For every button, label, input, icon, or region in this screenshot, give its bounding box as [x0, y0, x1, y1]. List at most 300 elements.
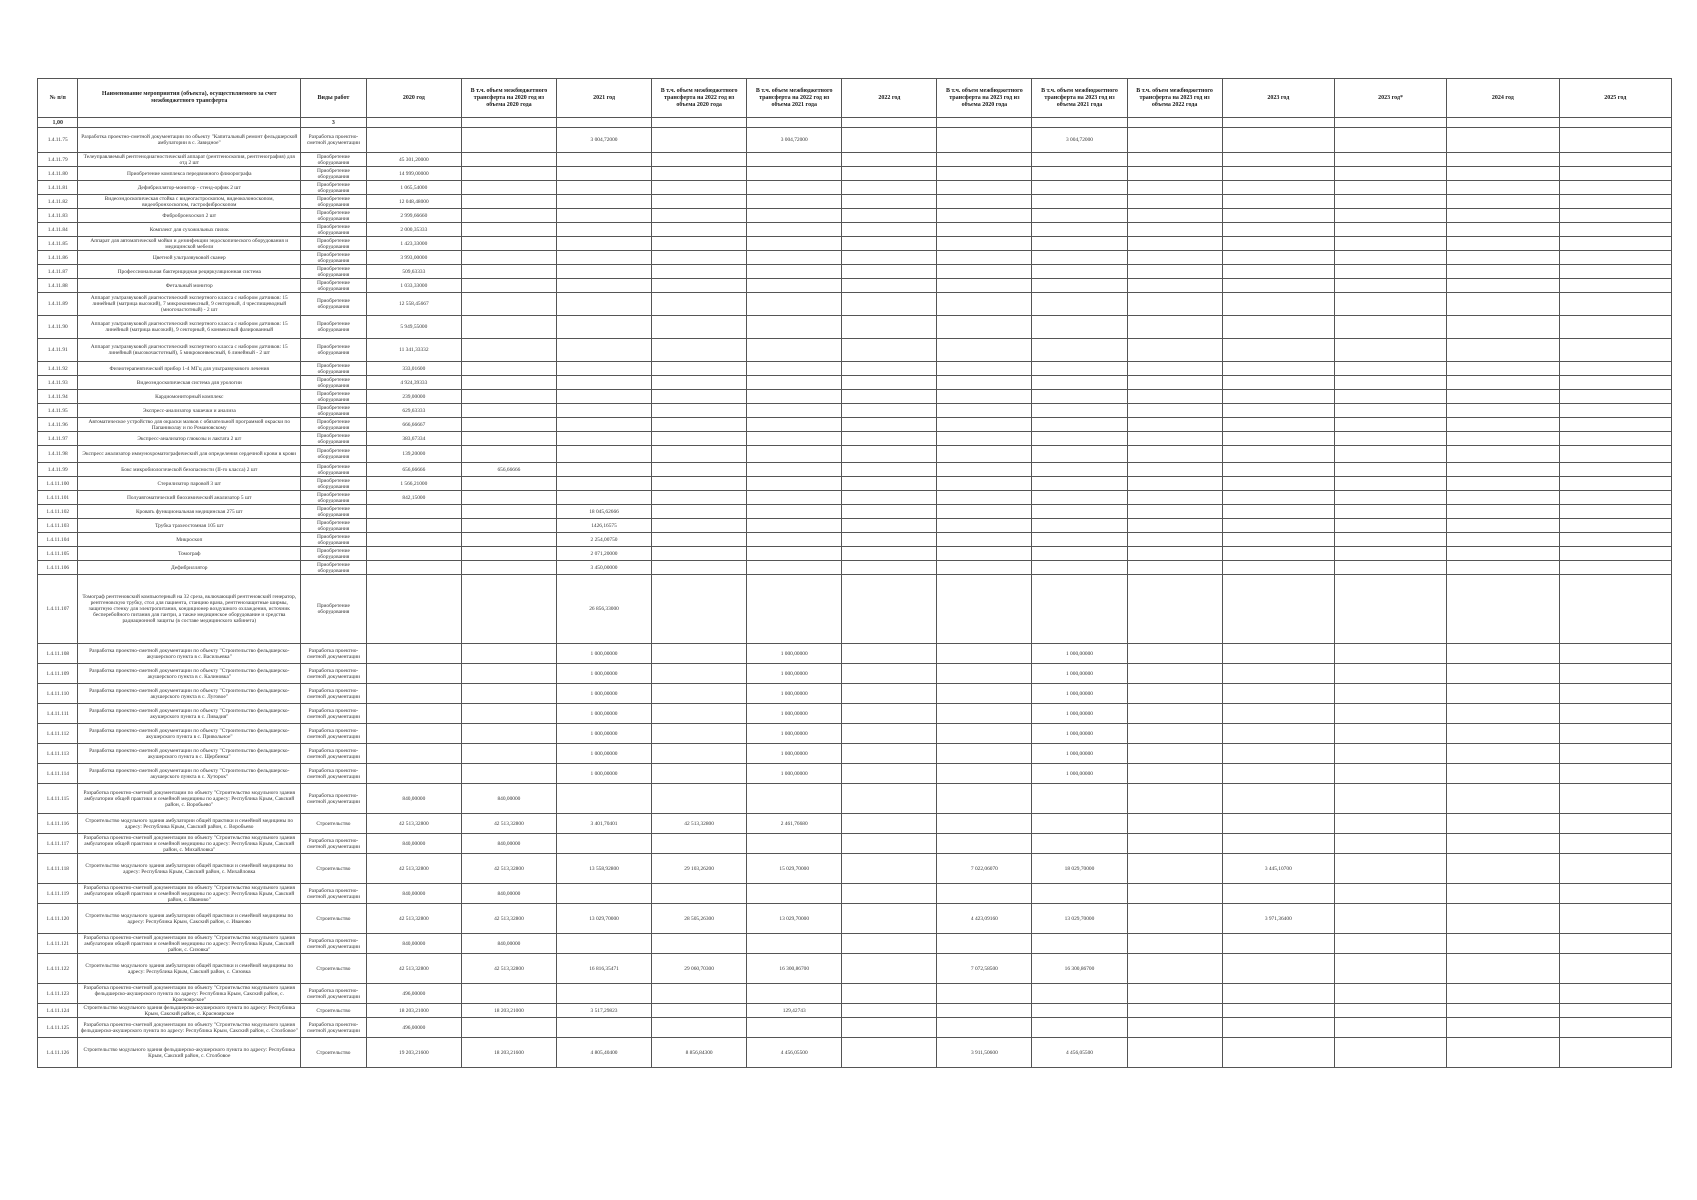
amount-cell — [937, 418, 1032, 432]
amount-cell: 16 300,86700 — [1032, 954, 1127, 984]
measure-name-cell: Фибробронхоскоп 2 шт — [78, 209, 301, 223]
amount-cell — [556, 404, 651, 418]
amount-cell — [747, 418, 842, 432]
amount-cell — [1447, 834, 1559, 854]
amount-cell — [652, 784, 747, 814]
measure-name-cell: Разработка проектно-сметной документации по объекту "Строительство фельдшерско-акушерского пункта в с. Калиновка" — [78, 664, 301, 684]
amount-cell — [652, 547, 747, 561]
measure-name-cell: Строительство модульного здания амбулатории общей практики и семейной медицины по адресу: Республика Крым, Сакский район, с. Михайловка — [78, 854, 301, 884]
column-number-cell — [747, 118, 842, 128]
amount-cell — [1222, 376, 1334, 390]
amount-cell — [937, 984, 1032, 1004]
amount-cell — [937, 704, 1032, 724]
table-row — [38, 181, 1672, 195]
amount-cell — [1447, 644, 1559, 664]
amount-cell — [842, 954, 937, 984]
amount-cell — [366, 533, 461, 547]
amount-cell: 1 000,00000 — [747, 644, 842, 664]
table-row — [38, 684, 1672, 704]
amount-cell — [1559, 854, 1671, 884]
row-number-cell: 1.4.11.126 — [38, 1038, 78, 1068]
amount-cell — [461, 477, 556, 491]
amount-cell — [1222, 561, 1334, 575]
row-number-cell: 1.4.11.109 — [38, 664, 78, 684]
measure-name-cell: Дефибриллятор — [78, 561, 301, 575]
amount-cell — [1222, 1004, 1334, 1018]
amount-cell — [1127, 463, 1222, 477]
amount-cell — [747, 316, 842, 339]
measure-name-cell: Микроскоп — [78, 533, 301, 547]
amount-cell — [1559, 477, 1671, 491]
amount-cell — [747, 251, 842, 265]
amount-cell — [1032, 404, 1127, 418]
amount-cell — [1334, 519, 1446, 533]
row-number-cell: 1.4.11.82 — [38, 195, 78, 209]
amount-cell — [747, 934, 842, 954]
work-type-cell: Строительство — [301, 1038, 367, 1068]
amount-cell — [461, 237, 556, 251]
amount-cell — [1222, 390, 1334, 404]
amount-cell: 1 000,00000 — [556, 684, 651, 704]
measure-name-cell: Строительство модульного здания фельдшерско-акушерского пункта по адресу: Республика Крым, Сакский район, с. Столбовое — [78, 1038, 301, 1068]
amount-cell — [1222, 128, 1334, 153]
amount-cell: 509,63333 — [366, 265, 461, 279]
amount-cell — [1447, 167, 1559, 181]
amount-cell — [1334, 984, 1446, 1004]
column-number-cell — [1447, 118, 1559, 128]
amount-cell — [1447, 181, 1559, 195]
amount-cell: 1 000,00000 — [556, 764, 651, 784]
table-row — [38, 884, 1672, 904]
amount-cell — [937, 209, 1032, 223]
table-row — [38, 1018, 1672, 1038]
amount-cell — [366, 764, 461, 784]
amount-cell — [461, 432, 556, 446]
work-type-cell: Строительство — [301, 854, 367, 884]
amount-cell — [1222, 167, 1334, 181]
amount-cell: 13 029,70000 — [1032, 904, 1127, 934]
amount-cell — [556, 984, 651, 1004]
amount-cell — [652, 432, 747, 446]
amount-cell — [652, 209, 747, 223]
row-number-cell: 1.4.11.94 — [38, 390, 78, 404]
amount-cell — [1447, 954, 1559, 984]
column-number-cell: 1,00 — [38, 118, 78, 128]
amount-cell — [747, 404, 842, 418]
amount-cell — [652, 575, 747, 644]
amount-cell — [556, 477, 651, 491]
amount-cell: 5 949,55000 — [366, 316, 461, 339]
amount-cell — [652, 644, 747, 664]
amount-cell — [1559, 339, 1671, 362]
amount-cell: 3 445,10700 — [1222, 854, 1334, 884]
amount-cell — [556, 1018, 651, 1038]
amount-cell — [366, 644, 461, 664]
amount-cell — [556, 418, 651, 432]
amount-cell — [1032, 884, 1127, 904]
amount-cell — [937, 293, 1032, 316]
table-row — [38, 834, 1672, 854]
amount-cell: 840,00000 — [461, 834, 556, 854]
amount-cell — [937, 505, 1032, 519]
table-body — [38, 128, 1672, 1068]
amount-cell — [1127, 181, 1222, 195]
amount-cell: 496,00000 — [366, 984, 461, 1004]
amount-cell — [366, 505, 461, 519]
amount-cell — [1222, 547, 1334, 561]
amount-cell — [1334, 418, 1446, 432]
amount-cell — [1127, 764, 1222, 784]
column-number-cell — [842, 118, 937, 128]
amount-cell — [556, 293, 651, 316]
header-cell: В т.ч. объем межбюджетного трансферта на 2020 год из объема 2020 года — [461, 79, 556, 118]
table-row — [38, 223, 1672, 237]
amount-cell — [1447, 463, 1559, 477]
table-row — [38, 316, 1672, 339]
table-row — [38, 362, 1672, 376]
amount-cell — [1032, 181, 1127, 195]
amount-cell — [842, 664, 937, 684]
amount-cell — [366, 561, 461, 575]
amount-cell — [1222, 265, 1334, 279]
amount-cell — [556, 279, 651, 293]
measure-name-cell: Экспресс-анализатор чашечки и анализа — [78, 404, 301, 418]
amount-cell: 4 456,05500 — [1032, 1038, 1127, 1068]
amount-cell — [652, 376, 747, 390]
measure-name-cell: Разработка проектно-сметной документации по объекту "Строительство модульного здания фельдшерско-акушерского пункта по адресу: Республика Крым, Сакский район, с. Красноярское" — [78, 984, 301, 1004]
amount-cell: 13 558,92800 — [556, 854, 651, 884]
measure-name-cell: Разработка проектно-сметной документации по объекту "Строительство фельдшерско-акушерского пункта в с. Ливадия" — [78, 704, 301, 724]
amount-cell — [366, 724, 461, 744]
row-number-cell: 1.4.11.105 — [38, 547, 78, 561]
amount-cell — [842, 128, 937, 153]
amount-cell — [937, 561, 1032, 575]
amount-cell — [1447, 533, 1559, 547]
amount-cell — [842, 362, 937, 376]
column-number-cell — [1127, 118, 1222, 128]
header-cell: 2020 год — [366, 79, 461, 118]
amount-cell — [1127, 1018, 1222, 1038]
amount-cell: 8 856,84300 — [652, 1038, 747, 1068]
amount-cell — [652, 167, 747, 181]
amount-cell — [842, 575, 937, 644]
amount-cell — [1559, 279, 1671, 293]
amount-cell — [461, 1018, 556, 1038]
amount-cell — [461, 223, 556, 237]
amount-cell — [1447, 390, 1559, 404]
amount-cell — [747, 784, 842, 814]
work-type-cell: Разработка проектно-сметной документации — [301, 128, 367, 153]
row-number-cell: 1.4.11.119 — [38, 884, 78, 904]
table-row — [38, 744, 1672, 764]
amount-cell — [1334, 432, 1446, 446]
column-number-cell — [1334, 118, 1446, 128]
row-number-cell: 1.4.11.111 — [38, 704, 78, 724]
amount-cell — [1127, 505, 1222, 519]
amount-cell — [937, 181, 1032, 195]
amount-cell — [1222, 884, 1334, 904]
amount-cell — [842, 834, 937, 854]
amount-cell — [1032, 984, 1127, 1004]
amount-cell — [652, 519, 747, 533]
amount-cell — [1334, 167, 1446, 181]
amount-cell — [556, 934, 651, 954]
amount-cell: 1 000,00000 — [1032, 704, 1127, 724]
amount-cell: 29 103,26200 — [652, 854, 747, 884]
amount-cell — [461, 446, 556, 463]
amount-cell — [556, 463, 651, 477]
amount-cell — [461, 724, 556, 744]
table-row — [38, 984, 1672, 1004]
amount-cell — [1559, 505, 1671, 519]
work-type-cell: Разработка проектно-сметной документации — [301, 744, 367, 764]
amount-cell: 239,00000 — [366, 390, 461, 404]
measure-name-cell: Томограф — [78, 547, 301, 561]
amount-cell: 1 033,33000 — [366, 279, 461, 293]
amount-cell — [652, 704, 747, 724]
measure-name-cell: Аппарат ультразвуковой диагностический экспертного класса с набором датчиков: 15 линейный (матрица высокий), 7 микроконвексный, 9 секторный, 4 чреспищеводный (многочастотный) - 2 шт — [78, 293, 301, 316]
table-row — [38, 664, 1672, 684]
amount-cell: 1 000,00000 — [747, 724, 842, 744]
amount-cell — [747, 834, 842, 854]
amount-cell — [1127, 432, 1222, 446]
table-row — [38, 561, 1672, 575]
amount-cell — [937, 744, 1032, 764]
work-type-cell: Приобретение оборудования — [301, 153, 367, 167]
amount-cell — [1334, 854, 1446, 884]
amount-cell: 1 065,54000 — [366, 181, 461, 195]
amount-cell — [1032, 446, 1127, 463]
amount-cell — [1447, 446, 1559, 463]
amount-cell: 1 000,00000 — [1032, 764, 1127, 784]
amount-cell — [747, 153, 842, 167]
table-row — [38, 209, 1672, 223]
measure-name-cell: Разработка проектно-сметной документации по объекту "Капитальный ремонт фельдшерской амбулатории в с. Завидное" — [78, 128, 301, 153]
work-type-cell: Приобретение оборудования — [301, 446, 367, 463]
amount-cell — [1222, 533, 1334, 547]
amount-cell — [1032, 784, 1127, 814]
work-type-cell: Приобретение оборудования — [301, 195, 367, 209]
amount-cell — [1447, 128, 1559, 153]
work-type-cell: Разработка проектно-сметной документации — [301, 684, 367, 704]
amount-cell — [1334, 724, 1446, 744]
work-type-cell: Приобретение оборудования — [301, 265, 367, 279]
amount-cell — [1559, 834, 1671, 854]
amount-cell — [1559, 724, 1671, 744]
amount-cell — [556, 884, 651, 904]
measure-name-cell: Томограф рентгеновский компьютерный на 32 среза, включающий рентгеновский генератор, рентгеновскую трубку, стол для пациента, станцию врача, рентгенозащитные ширмы, защитную стенку для электропитания, кондиционер воздушного охлаждения, источник бесперебойного питания для гантри, а также медицинское оборудование и средства радиационной защиты (в составе медицинского кабинета) — [78, 575, 301, 644]
measure-name-cell: Разработка проектно-сметной документации по объекту "Строительство фельдшерско-акушерского пункта в с. Хуторок" — [78, 764, 301, 784]
amount-cell — [652, 153, 747, 167]
amount-cell — [842, 1004, 937, 1018]
amount-cell — [937, 251, 1032, 265]
amount-cell — [937, 432, 1032, 446]
row-number-cell: 1.4.11.88 — [38, 279, 78, 293]
header-row — [38, 79, 1672, 118]
amount-cell — [937, 446, 1032, 463]
amount-cell — [1334, 934, 1446, 954]
amount-cell — [461, 279, 556, 293]
table-row — [38, 251, 1672, 265]
amount-cell: 3 401,70401 — [556, 814, 651, 834]
amount-cell — [1222, 237, 1334, 251]
row-number-cell: 1.4.11.98 — [38, 446, 78, 463]
amount-cell — [1447, 404, 1559, 418]
amount-cell — [461, 167, 556, 181]
table-row — [38, 644, 1672, 664]
amount-cell — [1559, 704, 1671, 724]
amount-cell — [1127, 404, 1222, 418]
amount-cell — [461, 195, 556, 209]
amount-cell — [461, 561, 556, 575]
amount-cell: 1 000,00000 — [1032, 664, 1127, 684]
work-type-cell: Приобретение оборудования — [301, 362, 367, 376]
amount-cell — [556, 237, 651, 251]
amount-cell — [747, 984, 842, 1004]
amount-cell — [747, 575, 842, 644]
amount-cell — [1127, 519, 1222, 533]
amount-cell: 42 513,32800 — [461, 954, 556, 984]
amount-cell — [1559, 153, 1671, 167]
measure-name-cell: Аппарат для автоматической мойки и дезинфекции эндоскопического оборудования и медицинской мебели — [78, 237, 301, 251]
amount-cell — [652, 684, 747, 704]
amount-cell: 1 000,00000 — [1032, 644, 1127, 664]
amount-cell — [556, 390, 651, 404]
amount-cell — [1127, 854, 1222, 884]
amount-cell — [1127, 362, 1222, 376]
amount-cell — [937, 128, 1032, 153]
amount-cell — [1127, 533, 1222, 547]
amount-cell — [1559, 954, 1671, 984]
work-type-cell: Разработка проектно-сметной документации — [301, 1018, 367, 1038]
amount-cell — [556, 209, 651, 223]
amount-cell — [1222, 446, 1334, 463]
amount-cell — [1559, 684, 1671, 704]
amount-cell — [556, 223, 651, 237]
amount-cell — [1447, 744, 1559, 764]
amount-cell: 1 423,33000 — [366, 237, 461, 251]
amount-cell — [1447, 153, 1559, 167]
table-row — [38, 1004, 1672, 1018]
measure-name-cell: Видеоэндоскопическая стойка с видеогастроскопом, видеоколоноскопом, видеобронхоскопом, гастрофиброскопом — [78, 195, 301, 209]
table-row — [38, 854, 1672, 884]
table-row — [38, 265, 1672, 279]
measure-name-cell: Строительство модульного здания амбулатории общей практики и семейной медицины по адресу: Республика Крым, Сакский район, с. Сизовка — [78, 954, 301, 984]
table-row — [38, 432, 1672, 446]
amount-cell — [556, 265, 651, 279]
amount-cell — [1334, 279, 1446, 293]
amount-cell: 496,00000 — [366, 1018, 461, 1038]
amount-cell — [747, 279, 842, 293]
amount-cell — [461, 376, 556, 390]
amount-cell — [1032, 533, 1127, 547]
amount-cell — [1447, 339, 1559, 362]
work-type-cell: Строительство — [301, 814, 367, 834]
amount-cell — [1447, 934, 1559, 954]
amount-cell: 1 000,00000 — [747, 684, 842, 704]
amount-cell — [1559, 265, 1671, 279]
amount-cell — [1559, 934, 1671, 954]
amount-cell — [1559, 251, 1671, 265]
amount-cell — [652, 664, 747, 684]
amount-cell: 14 999,00000 — [366, 167, 461, 181]
amount-cell — [1334, 664, 1446, 684]
amount-cell — [1334, 181, 1446, 195]
amount-cell — [1222, 519, 1334, 533]
amount-cell — [1032, 477, 1127, 491]
amount-cell — [1222, 505, 1334, 519]
work-type-cell: Приобретение оборудования — [301, 463, 367, 477]
amount-cell — [1127, 390, 1222, 404]
amount-cell — [1447, 519, 1559, 533]
column-number-cell: 3 — [301, 118, 367, 128]
amount-cell — [937, 814, 1032, 834]
amount-cell — [1127, 664, 1222, 684]
amount-cell — [1127, 477, 1222, 491]
amount-cell — [1559, 223, 1671, 237]
table-row — [38, 153, 1672, 167]
table-row — [38, 339, 1672, 362]
amount-cell — [1334, 223, 1446, 237]
row-number-cell: 1.4.11.120 — [38, 904, 78, 934]
table-row — [38, 954, 1672, 984]
amount-cell: 2 000,35333 — [366, 223, 461, 237]
amount-cell — [1334, 547, 1446, 561]
amount-cell — [1032, 167, 1127, 181]
amount-cell — [937, 339, 1032, 362]
amount-cell — [556, 316, 651, 339]
amount-cell — [1559, 128, 1671, 153]
amount-cell — [1127, 209, 1222, 223]
work-type-cell: Разработка проектно-сметной документации — [301, 644, 367, 664]
amount-cell — [652, 223, 747, 237]
amount-cell — [747, 491, 842, 505]
amount-cell — [1447, 1038, 1559, 1068]
amount-cell — [1447, 664, 1559, 684]
amount-cell — [1447, 547, 1559, 561]
amount-cell — [1127, 265, 1222, 279]
amount-cell — [1334, 884, 1446, 904]
amount-cell — [842, 547, 937, 561]
amount-cell — [652, 418, 747, 432]
amount-cell — [652, 279, 747, 293]
amount-cell — [1447, 814, 1559, 834]
amount-cell: 18 029,70000 — [1032, 854, 1127, 884]
amount-cell — [1222, 432, 1334, 446]
amount-cell — [1222, 954, 1334, 984]
amount-cell — [1334, 814, 1446, 834]
work-type-cell: Строительство — [301, 954, 367, 984]
amount-cell — [461, 316, 556, 339]
amount-cell — [556, 432, 651, 446]
amount-cell — [1127, 316, 1222, 339]
amount-cell — [1559, 362, 1671, 376]
amount-cell — [1559, 984, 1671, 1004]
measure-name-cell: Дефибриллятор-монитор - стенд-орфик 2 шт — [78, 181, 301, 195]
amount-cell — [652, 533, 747, 547]
amount-cell: 139,20000 — [366, 446, 461, 463]
row-number-cell: 1.4.11.92 — [38, 362, 78, 376]
work-type-cell: Приобретение оборудования — [301, 293, 367, 316]
measure-name-cell: Видеоэндоскопическая система для урологии — [78, 376, 301, 390]
amount-cell — [747, 237, 842, 251]
amount-cell — [1334, 784, 1446, 814]
amount-cell — [652, 934, 747, 954]
amount-cell — [1127, 884, 1222, 904]
amount-cell — [1032, 432, 1127, 446]
amount-cell — [652, 561, 747, 575]
amount-cell: 7 072,58500 — [937, 954, 1032, 984]
